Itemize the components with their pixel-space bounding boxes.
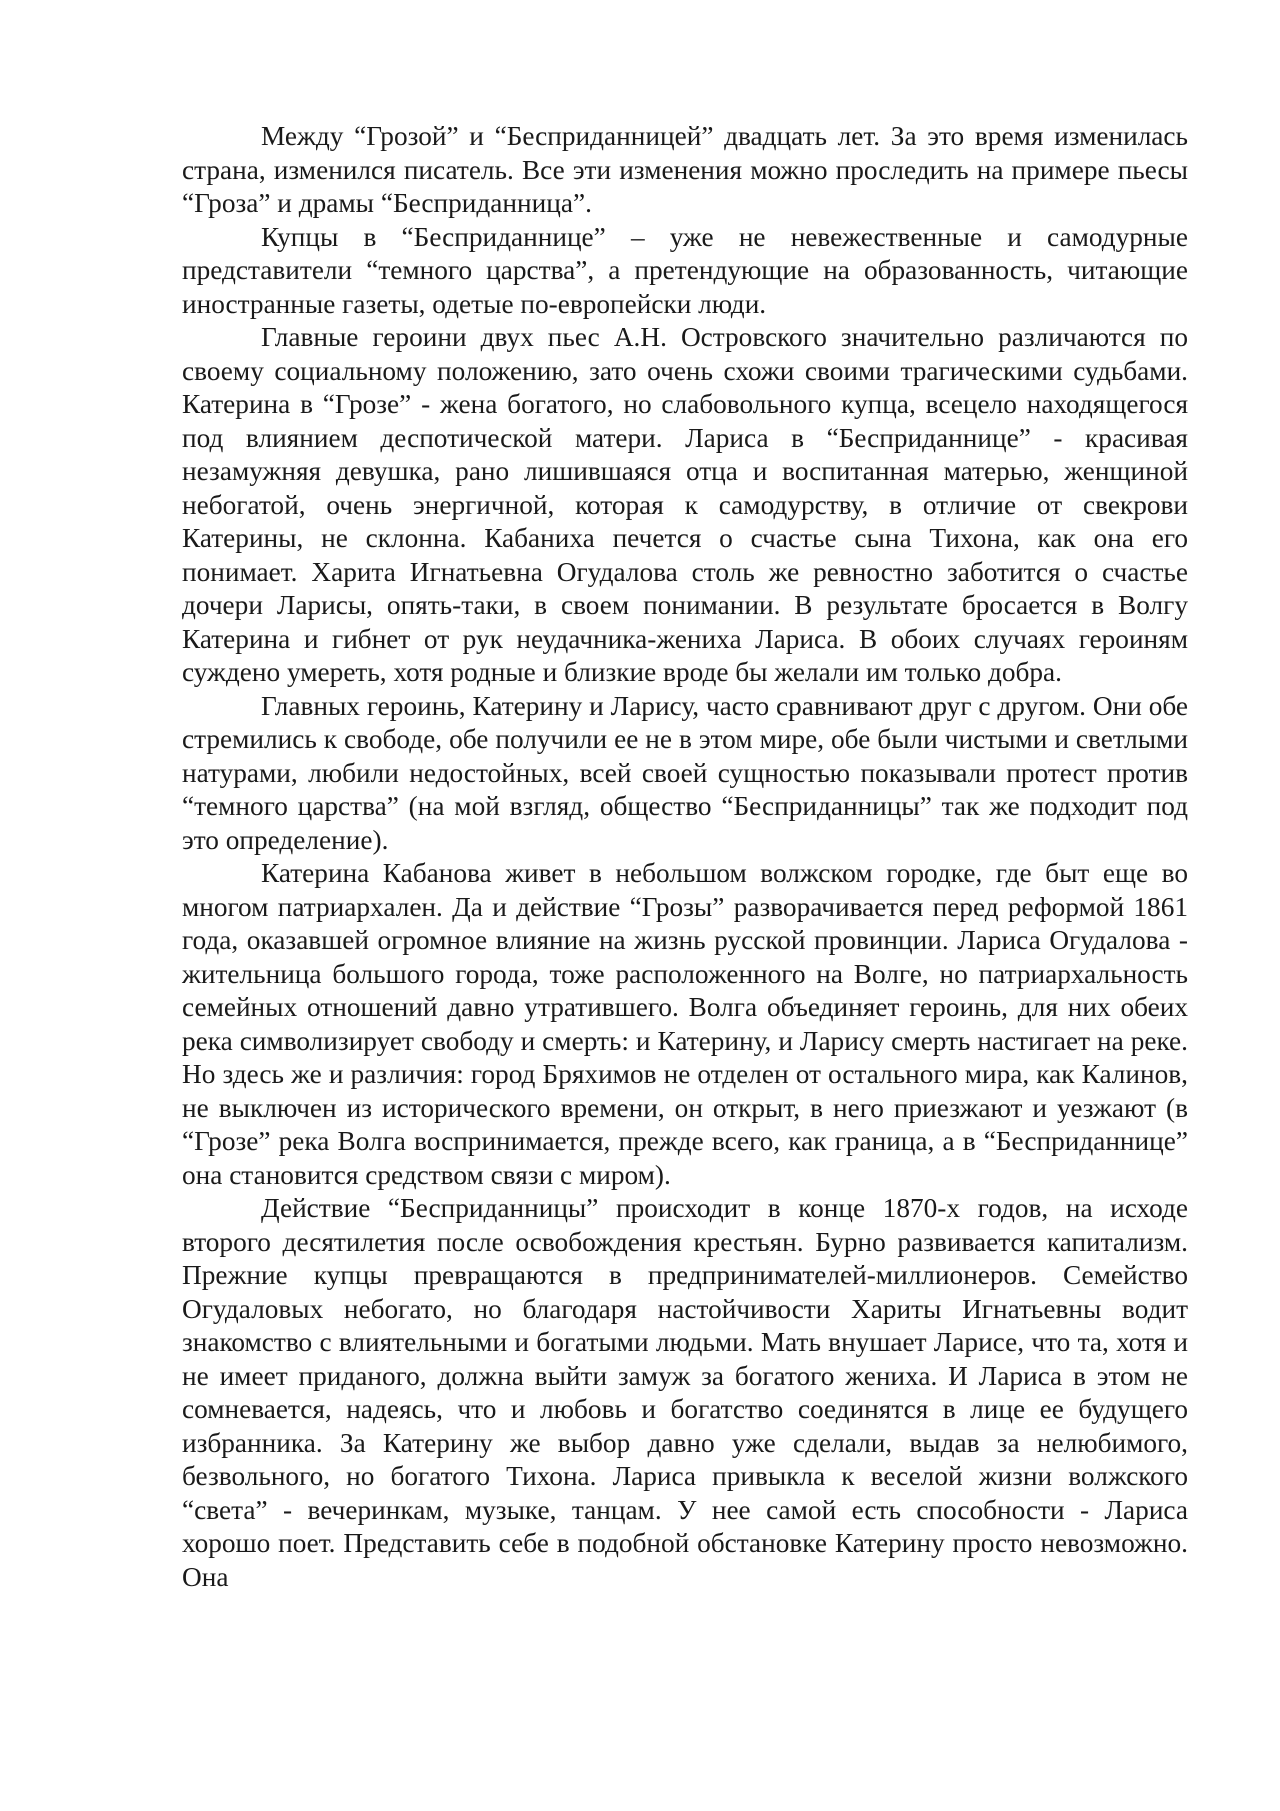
paragraph-5: Катерина Кабанова живет в небольшом волжском городке, где быт еще во многом патриархален. Да и действие “Грозы” разворачивается перед реформой 1861 года, оказавшей огромное влияние на жизнь русской провинции. Лариса Огудалова - жительница большого города, тоже расположенного на Волге, но патриархальность семейных отношений давно утратившего. Волга объединяет героинь, для них обеих река символизирует свободу и смерть: и Катерину, и Ларису смерть настигает на реке. Но здесь же и различия: город Бряхимов не отделен от остального мира, как Калинов, не выключен из исторического времени, он открыт, в него приезжают и уезжают (в “Грозе” река Волга воспринимается, прежде всего, как граница, а в “Бесприданнице” она становится средством связи с миром). xyxy=(182,858,1188,1190)
paragraph-2: Купцы в “Бесприданнице” – уже не невежественные и самодурные представители “темного царства”, а претендующие на образованность, читающие иностранные газеты, одетые по-европейски люди. xyxy=(182,221,1188,319)
paragraph-6: Действие “Бесприданницы” происходит в конце 1870-х годов, на исходе второго десятилетия после освобождения крестьян. Бурно развивается капитализм. Прежние купцы превращаются в предпринимателей-миллионеров. Семейство Огудаловых небогато, но благодаря настойчивости Хариты Игнатьевны водит знакомство с влиятельными и богатыми людьми. Мать внушает Ларисе, что та, хотя и не имеет приданого, должна выйти замуж за богатого жениха. И Лариса в этом не сомневается, надеясь, что и любовь и богатство соединятся в лице ее будущего избранника. За Катерину же выбор давно уже сделали, выдав за нелюбимого, безвольного, но богатого Тихона. Лариса привыкла к веселой жизни волжского “света” - вечеринкам, музыке, танцам. У нее самой есть способности - Лариса хорошо поет. Представить себе в подобной обстановке Катерину просто невозможно. Она xyxy=(182,1193,1188,1592)
paragraph-1: Между “Грозой” и “Бесприданницей” двадцать лет. За это время изменилась страна, изменился писатель. Все эти изменения можно проследить на примере пьесы “Гроза” и драмы “Бесприданница”. xyxy=(182,121,1188,218)
document-body xyxy=(182,120,1188,1594)
paragraph-4: Главных героинь, Катерину и Ларису, часто сравнивают друг с другом. Они обе стремились к свободе, обе получили ее не в этом мире, обе были чистыми и светлыми натурами, любили недостойных, всей своей сущностью показывали протест против “темного царства” (на мой взгляд, общество “Бесприданницы” так же подходит под это определение). xyxy=(182,690,1188,855)
paragraph-3: Главные героини двух пьес А.Н. Островского значительно различаются по своему социальному положению, зато очень схожи своими трагическими судьбами. Катерина в “Грозе” - жена богатого, но слабовольного купца, всецело находящегося под влиянием деспотической матери. Лариса в “Бесприданнице” - красивая незамужняя девушка, рано лишившаяся отца и воспитанная матерью, женщиной небогатой, очень энергичной, которая к самодурству, в отличие от свекрови Катерины, не склонна. Кабаниха печется о счастье сына Тихона, как она его понимает. Харита Игнатьевна Огудалова столь же ревностно заботится о счастье дочери Ларисы, опять-таки, в своем понимании. В результате бросается в Волгу Катерина и гибнет от рук неудачника-жениха Лариса. В обоих случаях героиням суждено умереть, хотя родные и близкие вроде бы желали им только добра. xyxy=(182,322,1188,687)
